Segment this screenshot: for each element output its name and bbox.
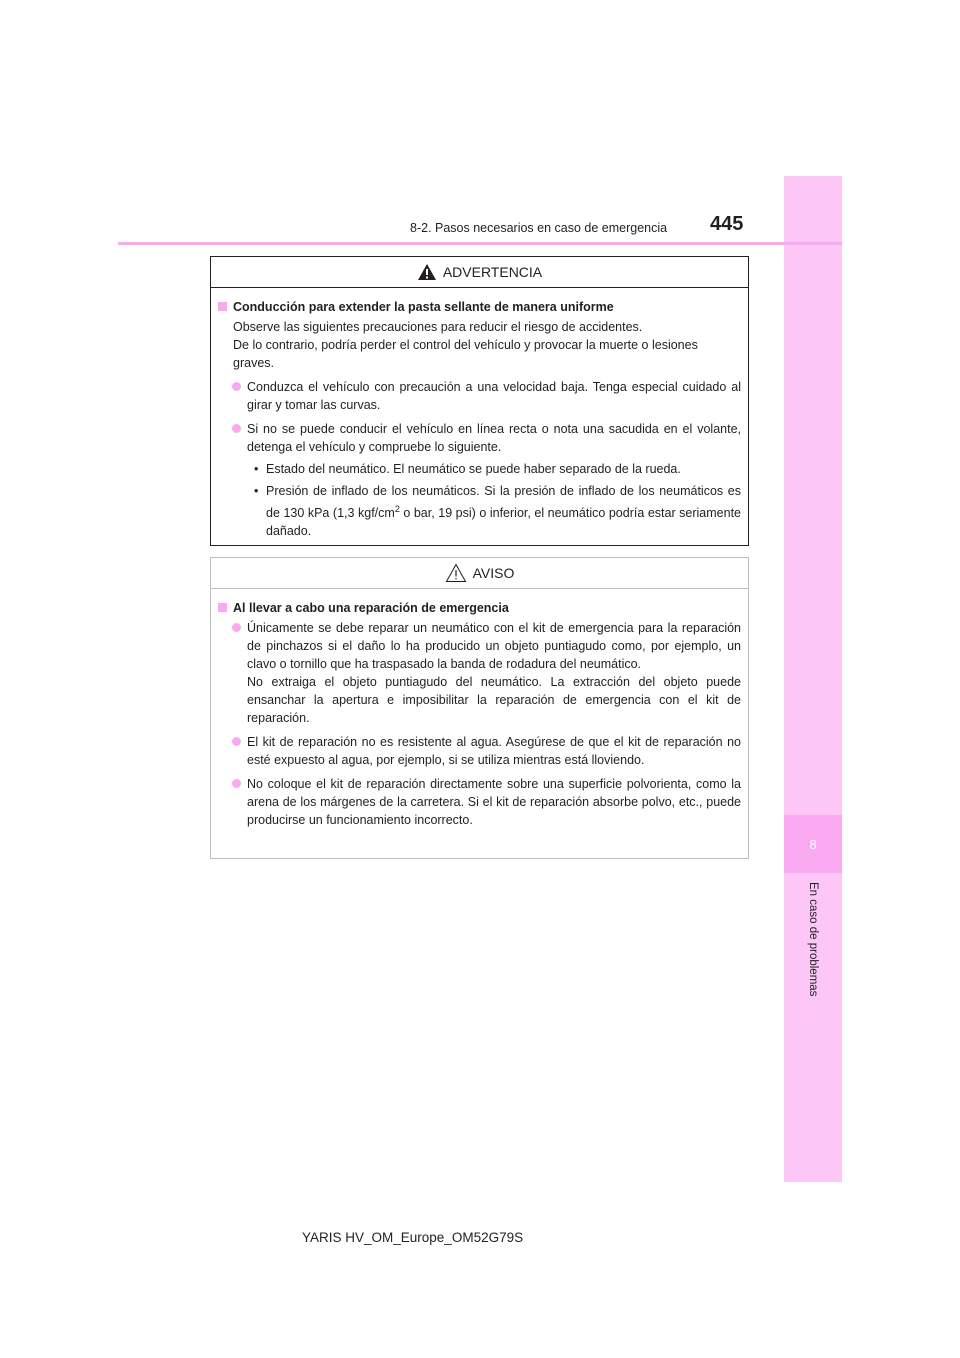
chapter-label bbox=[784, 882, 842, 1012]
notice-bullet-3: No coloque el kit de reparación directamente sobre una superficie polvorienta, como la arena de los márgenes de la carretera. Si el kit de reparación absorbe polvo, etc., puede producirse un funcionamiento incorrecto. bbox=[247, 777, 741, 827]
warning-bullet bbox=[218, 378, 741, 414]
circle-bullet-icon bbox=[232, 424, 241, 433]
notice-title: AVISO bbox=[472, 565, 515, 581]
warning-intro-2: De lo contrario, podría perder el control del vehículo y provocar la muerte o lesiones graves. bbox=[233, 338, 698, 370]
warning-intro-1: Observe las siguientes precauciones para reducir el riesgo de accidentes. bbox=[233, 320, 643, 334]
header-rule bbox=[118, 242, 842, 245]
notice-bullet-1b: No extraiga el objeto puntiagudo del neumático. La extracción del objeto puede ensanchar la apertura e imposibilitar la reparación de emergencia con el kit de reparación. bbox=[247, 675, 741, 725]
circle-bullet-icon bbox=[232, 382, 241, 391]
section-title: 8-2. Pasos necesarios en caso de emergencia bbox=[410, 221, 668, 235]
warning-sub-item bbox=[218, 482, 741, 540]
notice-box bbox=[210, 557, 749, 859]
chapter-side-tab bbox=[784, 176, 842, 1182]
warning-box bbox=[210, 256, 749, 546]
warning-sub-item bbox=[218, 460, 741, 478]
notice-bullet bbox=[218, 619, 741, 727]
notice-bullet bbox=[218, 775, 741, 829]
warning-sub-2-sup: 2 bbox=[394, 504, 400, 514]
circle-bullet-icon bbox=[232, 737, 241, 746]
warning-sub-2 bbox=[266, 482, 741, 540]
notice-heading-text: Al llevar a cabo una reparación de emergencia bbox=[233, 601, 509, 615]
square-bullet-icon bbox=[218, 302, 227, 311]
circle-bullet-icon bbox=[232, 623, 241, 632]
sub-bullet-marker: • bbox=[254, 484, 259, 498]
document-code: YARIS HV_OM_Europe_OM52G79S bbox=[302, 1230, 524, 1245]
chapter-number: 8 bbox=[784, 815, 842, 873]
warning-heading bbox=[218, 298, 741, 316]
warning-sub-1: Estado del neumático. El neumático se puede haber separado de la rueda. bbox=[266, 462, 681, 476]
warning-box-header bbox=[211, 257, 748, 288]
sub-bullet-marker: • bbox=[254, 462, 259, 476]
square-bullet-icon bbox=[218, 603, 227, 612]
page-number: 445 bbox=[710, 213, 744, 235]
notice-body bbox=[211, 589, 748, 829]
warning-heading-text: Conducción para extender la pasta sellante de manera uniforme bbox=[233, 300, 614, 314]
warning-bullet-1: Conduzca el vehículo con precaución a una velocidad baja. Tenga especial cuidado al girar y tomar las curvas. bbox=[247, 380, 741, 412]
chapter-label-text: En caso de problemas bbox=[807, 882, 819, 997]
notice-bullet-2: El kit de reparación no es resistente al agua. Asegúrese de que el kit de reparación no esté expuesto al agua, por ejemplo, si se utiliza mientras está lloviendo. bbox=[247, 735, 741, 767]
notice-box-header bbox=[211, 558, 748, 589]
warning-title: ADVERTENCIA bbox=[442, 264, 543, 280]
warning-bullet-2: Si no se puede conducir el vehículo en línea recta o nota una sacudida en el volante, detenga el vehículo y compruebe lo siguiente. bbox=[247, 422, 741, 454]
warning-bullet bbox=[218, 420, 741, 456]
warning-sub-2-post: o bar, 19 psi) o inferior, el neumático podría estar seriamente dañado. bbox=[266, 506, 741, 539]
notice-bullet bbox=[218, 733, 741, 769]
warning-triangle-icon bbox=[417, 263, 437, 281]
notice-heading bbox=[218, 599, 741, 617]
circle-bullet-icon bbox=[232, 779, 241, 788]
caution-triangle-icon bbox=[445, 563, 467, 583]
notice-bullet-1a: Únicamente se debe reparar un neumático con el kit de emergencia para la reparación de pinchazos si el daño lo ha producido un objeto puntiagudo como, por ejemplo, un clavo o tornillo que ha traspasado la banda de rodadura del neumático. bbox=[247, 621, 741, 671]
notice-bullet-1 bbox=[247, 619, 741, 727]
warning-body bbox=[211, 288, 748, 540]
warning-sub-2-pre: Presión de inflado de los neumáticos. Si la presión de inflado de los neumáticos es de 130 kPa (1,3 kgf/cm bbox=[266, 484, 741, 521]
